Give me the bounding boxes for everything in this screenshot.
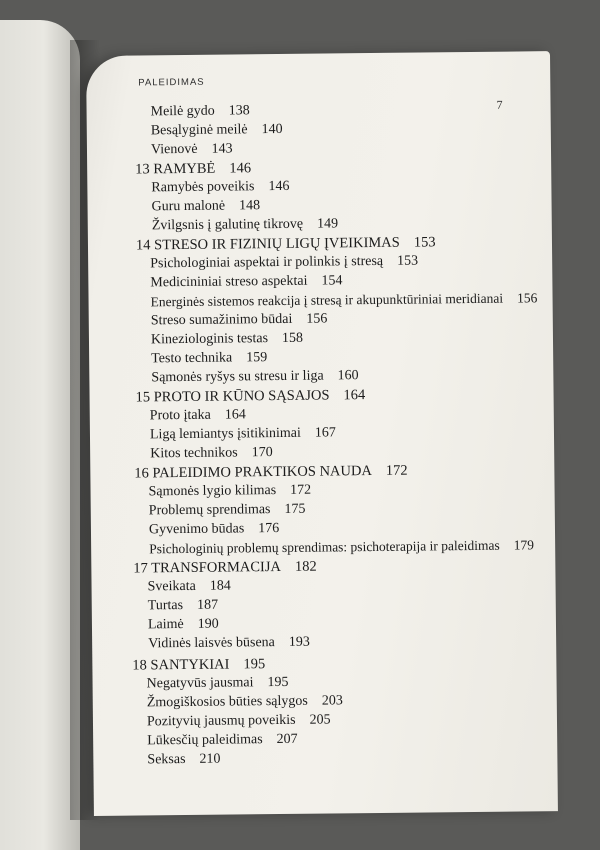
toc-entry-page: 175 xyxy=(284,501,306,517)
toc-entry-title: Vienovė xyxy=(150,141,198,158)
toc-entry-page: 190 xyxy=(197,616,219,632)
toc-entry-page: 172 xyxy=(290,482,312,498)
toc-entry-title: Gyvenimo būdas xyxy=(148,521,245,538)
toc-entry-page: 148 xyxy=(238,198,261,214)
toc-entry-page: 160 xyxy=(337,368,359,384)
toc-chapter xyxy=(134,462,407,483)
toc-entry-title: Negatyvūs jausmai xyxy=(146,675,254,692)
toc-entry-title: Testo technika xyxy=(151,350,233,367)
toc-entry-page: 179 xyxy=(513,537,535,553)
toc-entry xyxy=(148,482,311,502)
toc-entry-page: 167 xyxy=(314,425,336,441)
toc-entry-page: 172 xyxy=(385,462,408,479)
toc-entry xyxy=(148,616,219,635)
toc-entry-title: Seksas xyxy=(147,751,186,768)
toc-entry xyxy=(150,102,249,121)
toc-entry-title: Turtas xyxy=(147,598,184,614)
toc-entry xyxy=(150,289,537,311)
toc-entry-page: 156 xyxy=(517,290,538,306)
toc-entry-title: Vidinės laisvės būsena xyxy=(148,635,275,652)
toc-entry-page: 158 xyxy=(281,330,304,346)
toc-entry-page: 184 xyxy=(209,578,231,594)
toc-chapter xyxy=(135,386,365,406)
toc-entry xyxy=(146,674,288,693)
toc-entry-page: 210 xyxy=(199,751,221,767)
toc-entry-page: 164 xyxy=(224,407,246,423)
toc-entry-page: 187 xyxy=(196,597,219,613)
previous-page-edge xyxy=(0,20,80,850)
toc-entry xyxy=(151,310,328,330)
toc-entry-page: 170 xyxy=(251,445,273,461)
toc-entry-page: 205 xyxy=(309,712,331,728)
toc-entry-title: Žvilgsnis į galutinę tikrovę xyxy=(151,216,304,234)
toc-entry-title: Psichologiniai aspektai ir polinkis į stresą xyxy=(150,253,384,272)
toc-entry xyxy=(149,520,279,539)
toc-entry xyxy=(151,121,283,140)
toc-entry-title: Streso sumažinimo būdai xyxy=(150,311,293,329)
toc-entry-title: 15 PROTO IR KŪNO SĄSAJOS xyxy=(135,387,330,406)
toc-entry-title: Sveikata xyxy=(147,578,196,595)
toc-chapter xyxy=(133,558,317,578)
toc-chapter xyxy=(135,159,251,178)
toc-entry-title: Medicininiai streso aspektai xyxy=(150,273,308,291)
toc-entry-title: Besąlyginė meilė xyxy=(150,122,248,139)
toc-entry-title: Kineziologinis testas xyxy=(150,331,269,348)
toc-entry xyxy=(151,197,260,216)
toc-entry-page: 146 xyxy=(229,160,252,177)
toc-entry-page: 149 xyxy=(316,216,339,232)
toc-entry xyxy=(150,272,342,292)
book-page xyxy=(86,51,558,816)
toc-entry-title: Laimė xyxy=(147,617,184,633)
toc-entry xyxy=(147,731,298,751)
toc-entry-page: 138 xyxy=(228,103,250,119)
toc-entry-title: Psichologinių problemų sprendimas: psichoterapija ir paleidimas xyxy=(149,537,500,557)
toc-entry-title: 18 SANTYKIAI xyxy=(132,656,230,674)
toc-entry-title: 14 STRESO IR FIZINIŲ LIGŲ ĮVEIKIMAS xyxy=(135,234,400,254)
toc-entry-page: 195 xyxy=(243,656,266,673)
toc-entry-title: Sąmonės lygio kilimas xyxy=(148,483,277,500)
toc-entry-page: 143 xyxy=(211,141,233,157)
toc-entry-title: Pozityvių jausmų poveikis xyxy=(146,712,296,730)
toc-entry xyxy=(151,330,303,350)
toc-entry-page: 164 xyxy=(343,387,366,404)
toc-entry xyxy=(150,424,336,444)
toc-entry xyxy=(151,178,289,197)
toc-entry xyxy=(147,711,331,731)
toc-entry-title: Žmogiškosios būties sąlygos xyxy=(146,693,308,711)
toc-entry-page: 153 xyxy=(413,234,436,251)
toc-entry-title: Guru malonė xyxy=(151,198,226,215)
toc-entry xyxy=(151,140,233,159)
toc-entry-title: Ligą lemiantys įsitikinimai xyxy=(149,425,301,443)
toc-entry xyxy=(150,406,246,425)
table-of-contents xyxy=(87,99,551,768)
toc-entry-page: 203 xyxy=(321,693,343,709)
toc-entry-title: Lūkesčių paleidimas xyxy=(147,732,263,749)
toc-entry xyxy=(149,501,306,521)
toc-entry xyxy=(147,578,230,597)
toc-entry-title: Kitos technikos xyxy=(150,445,238,462)
toc-entry xyxy=(148,634,310,654)
toc-entry-title: 16 PALEIDIMO PRAKTIKOS NAUDA xyxy=(134,463,372,482)
toc-entry-page: 146 xyxy=(268,178,290,195)
toc-entry-page: 156 xyxy=(306,311,328,327)
toc-entry-title: Ramybės poveikis xyxy=(151,179,255,196)
toc-entry-title: Energinės sistemos reakcija į stresą ir akupunktūriniai meridianai xyxy=(150,290,504,310)
toc-entry-page: 154 xyxy=(321,273,343,289)
toc-entry-title: Sąmonės ryšys su stresu ir liga xyxy=(151,368,324,386)
toc-entry-title: Proto įtaka xyxy=(149,407,211,424)
toc-entry-page: 182 xyxy=(294,558,317,575)
toc-entry xyxy=(150,444,273,463)
toc-entry-page: 193 xyxy=(288,634,310,650)
toc-entry xyxy=(150,253,418,274)
toc-entry xyxy=(149,536,534,558)
toc-entry xyxy=(148,597,218,616)
toc-entry-page: 153 xyxy=(397,253,419,269)
toc-entry-title: Problemų sprendimas xyxy=(148,502,271,519)
toc-entry xyxy=(152,215,338,235)
toc-entry xyxy=(147,751,220,770)
toc-entry xyxy=(151,349,267,368)
running-header: PALEIDIMAS xyxy=(138,76,205,89)
toc-entry-page: 176 xyxy=(258,521,280,537)
page-number: 7 xyxy=(496,97,503,112)
toc-entry-page: 159 xyxy=(246,350,268,366)
toc-entry-title: 13 RAMYBĖ xyxy=(135,160,216,178)
toc-entry-title: Meilė gydo xyxy=(150,103,215,120)
toc-entry-title: 17 TRANSFORMACIJA xyxy=(133,558,282,577)
toc-entry-page: 140 xyxy=(261,121,283,138)
toc-entry xyxy=(147,692,343,712)
toc-chapter xyxy=(132,655,265,674)
toc-entry xyxy=(151,367,358,387)
toc-entry-page: 195 xyxy=(267,674,289,691)
toc-chapter xyxy=(136,233,436,254)
toc-entry-page: 207 xyxy=(276,731,298,748)
